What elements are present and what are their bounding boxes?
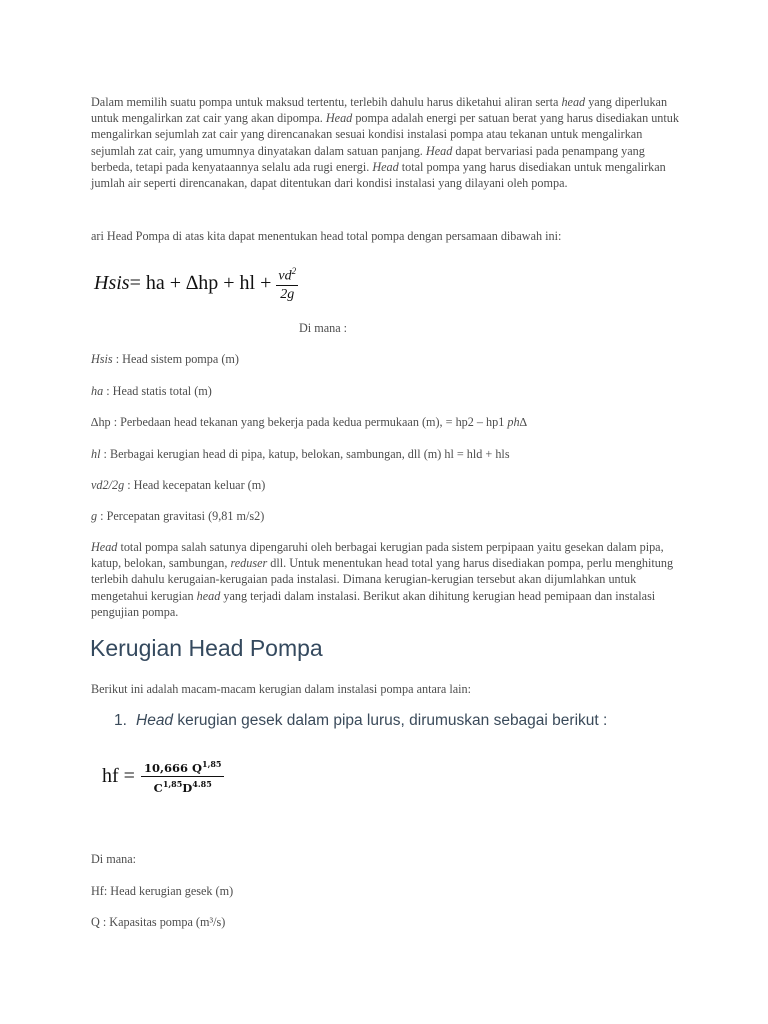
di-mana-label: Di mana :	[299, 321, 348, 335]
definition-ha: ha : Head statis total (m)	[91, 384, 212, 398]
equation2-lhs: hf =	[102, 764, 135, 787]
equation-lhs: Hsis	[94, 271, 130, 294]
definition-g: g : Percepatan gravitasi (9,81 m/s2)	[91, 509, 265, 523]
definition-hf: Hf: Head kerugian gesek (m)	[91, 884, 234, 898]
section-heading: Kerugian Head Pompa	[90, 635, 323, 661]
definition-q: Q : Kapasitas pompa (m³/s)	[91, 915, 226, 929]
equation-friction-loss	[102, 754, 224, 798]
equation-fraction: $\frac{vd^2}{2g}$	[276, 263, 298, 303]
list-item-1: 1. Head kerugian gesek dalam pipa lurus, dirumuskan sebagai berikut :	[114, 712, 608, 729]
list-intro-text: Berikut ini adalah macam-macam kerugian dalam instalasi pompa antara lain:	[91, 682, 472, 696]
definition-hsis: Hsis : Head sistem pompa (m)	[91, 352, 239, 366]
losses-paragraph: Head total pompa salah satunya dipengaruhi oleh berbagai kerugian pada sistem perpipaan yaitu gesekan dalam pipa, katup, belokan, sambungan, reduser dll. Untuk menentukan head total yang harus disediakan pompa, perlu menghitung terlebih dahulu kerugaian-kerugaian pada instalasi. Dimana kerugian-kerugian tersebut akan dijumlahkan untuk mengetahui kerugian head yang terjadi dalam instalasi. Berikut akan dihitung kerugian head pemipaan dan instalasi pengujian pompa.	[91, 540, 674, 619]
statement-text: ari Head Pompa di atas kita dapat menentukan head total pompa dengan persamaan dibawah ini:	[91, 229, 562, 243]
equation-rhs: = ha + ∆hp + hl +	[129, 271, 272, 294]
definition-hl: hl : Berbagai kerugian head di pipa, katup, belokan, sambungan, dll (m) hl = hld + hls	[91, 447, 510, 461]
di-mana-label-2: Di mana:	[91, 852, 137, 866]
definition-velocity-head: vd2/2g : Head kecepatan keluar (m)	[91, 478, 266, 492]
equation-total-head	[94, 262, 298, 304]
intro-paragraph: Dalam memilih suatu pompa untuk maksud tertentu, terlebih dahulu harus diketahui aliran serta head yang diperlukan untuk mengalirkan zat cair yang akan dipompa. Head pompa adalah energi per satuan berat yang harus disediakan untuk mengalirkan sejumlah zat cair yang direncanakan sesuai kondisi instalasi pompa atau tekanan untuk mengalirkan sejumlah zat cair, yang umumnya dinyatakan dalam satuan panjang. Head dapat bervariasi pada penampang yang berbeda, tetapi pada kenyataannya selalu ada rugi energi. Head total pompa yang harus disediakan untuk mengalirkan jumlah air seperti direncanakan, dapat ditentukan dari kondisi instalasi yang dilayani oleh pompa.	[91, 95, 679, 191]
equation2-fraction: $\frac{10,666 Q^{1,85}}{C^{1,85}D^{4.85}}$	[141, 757, 225, 796]
definition-dhp: ∆hp : Perbedaan head tekanan yang bekerja pada kedua permukaan (m), = hp2 – hp1 ph∆	[91, 415, 528, 429]
